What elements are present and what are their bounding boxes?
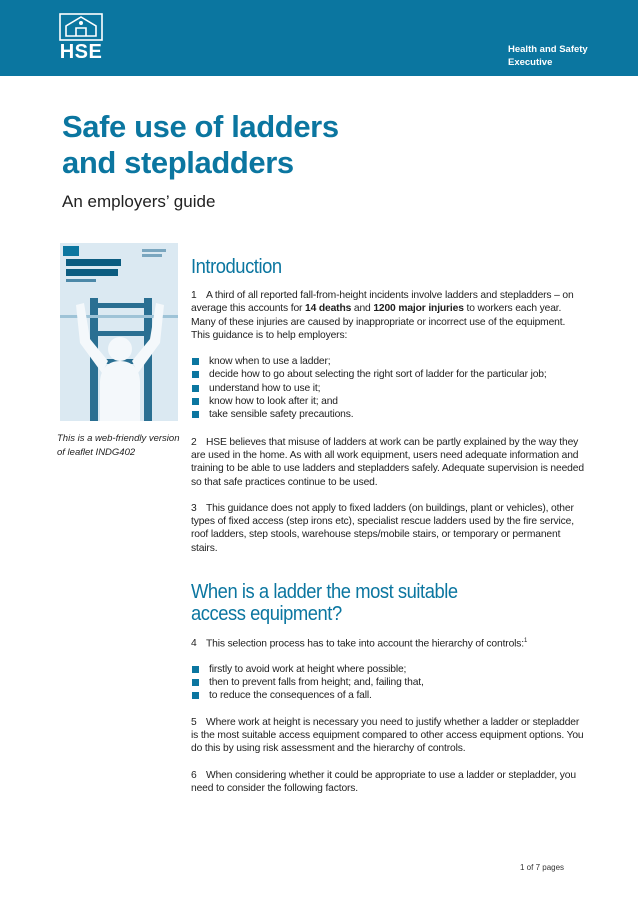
title-line-2: and stepladders bbox=[62, 145, 294, 180]
introduction-heading-text: Introduction bbox=[191, 256, 282, 278]
list-item-text: decide how to go about selecting the right sort of ladder for the particular job; bbox=[209, 369, 547, 381]
list-item-text: then to prevent falls from height; and, failing that, bbox=[209, 677, 424, 689]
paragraph-1-and: and bbox=[351, 303, 374, 315]
logo-text: HSE bbox=[59, 41, 103, 63]
document-title bbox=[62, 109, 339, 181]
paragraph-4 bbox=[191, 635, 586, 651]
paragraph-2-text: HSE believes that misuse of ladders at work can be partly explained by the way they are used in the home. As with all work equipment, users need adequate information and training to be able to use ladders and stepladders safely. Adequate supervision is needed so that safe practices continue to be used. bbox=[191, 436, 584, 488]
bullet-square-icon bbox=[192, 358, 199, 365]
bullet-square-icon bbox=[192, 666, 199, 673]
list-item bbox=[191, 663, 586, 676]
list-item-text: know how to look after it; and bbox=[209, 396, 338, 408]
organisation-name bbox=[508, 43, 588, 69]
paragraph-number: 1 bbox=[191, 290, 197, 301]
bullet-square-icon bbox=[192, 692, 199, 699]
suitability-heading bbox=[191, 581, 554, 625]
leaflet-cover-image bbox=[60, 243, 178, 421]
deaths-figure: 14 deaths bbox=[305, 303, 352, 315]
cover-illustration bbox=[60, 243, 178, 421]
list-item bbox=[191, 368, 586, 381]
paragraph-5-text: Where work at height is necessary you need to justify whether a ladder or stepladder is the most suitable access equipment compared to other access equipment options. You do this by using risk assessment and the hierarchy of controls. bbox=[191, 716, 584, 755]
paragraph-6-text: When considering whether it could be appropriate to use a ladder or stepladder, you need to consider the following factors. bbox=[191, 769, 576, 794]
paragraph-2 bbox=[191, 436, 586, 489]
hierarchy-list bbox=[191, 663, 586, 703]
page-count: 1 of 7 pages bbox=[520, 863, 565, 872]
bullet-square-icon bbox=[192, 371, 199, 378]
list-item bbox=[191, 355, 586, 368]
list-item bbox=[191, 408, 586, 421]
bullet-square-icon bbox=[192, 385, 199, 392]
title-line-1: Safe use of ladders bbox=[62, 109, 339, 144]
suitability-heading-line-2: access equipment? bbox=[191, 603, 342, 626]
footnote-marker: 1 bbox=[524, 638, 528, 645]
list-item bbox=[191, 395, 586, 408]
paragraph-4-text: This selection process has to take into account the hierarchy of controls: bbox=[206, 638, 524, 650]
bullet-square-icon bbox=[192, 398, 199, 405]
list-item-text: to reduce the consequences of a fall. bbox=[209, 690, 372, 702]
list-item-text: know when to use a ladder; bbox=[209, 356, 331, 368]
injuries-figure: 1200 major injuries bbox=[373, 303, 464, 315]
list-item bbox=[191, 676, 586, 689]
org-line-2: Executive bbox=[508, 57, 553, 68]
paragraph-number: 5 bbox=[191, 716, 197, 728]
bullet-square-icon bbox=[192, 411, 199, 418]
paragraph-3-text: This guidance does not apply to fixed ladders (on buildings, plant or vehicles), other types of fixed access (step irons etc), specialist rescue ladders used by the fire service, roof ladders, step stools, warehouse steps/mobile stairs, or temporary or permanent stairs. bbox=[191, 502, 574, 554]
paragraph-3 bbox=[191, 502, 586, 555]
list-item-text: take sensible safety precautions. bbox=[209, 409, 354, 421]
hse-crest-icon bbox=[56, 12, 106, 42]
paragraph-6 bbox=[191, 769, 586, 796]
header-banner bbox=[0, 0, 638, 76]
org-line-1: Health and Safety bbox=[508, 44, 588, 55]
paragraph-number: 6 bbox=[191, 769, 197, 781]
introduction-heading bbox=[191, 256, 554, 278]
paragraph-number: 4 bbox=[191, 638, 197, 650]
paragraph-1-text-a: A third of all reported fall-from-height incidents involve ladders and stepladders – on average this accounts for bbox=[191, 290, 574, 315]
paragraph-5 bbox=[191, 716, 586, 756]
paragraph-1-text-c: to workers each year. Many of these injuries are caused by inappropriate or incorrect use of the equipment. This guidance is to help employers: bbox=[191, 303, 566, 341]
cover-caption: This is a web-friendly version of leaflet INDG402 bbox=[57, 433, 180, 458]
list-item bbox=[191, 689, 586, 702]
employer-aims-list bbox=[191, 355, 586, 421]
list-item bbox=[191, 382, 586, 395]
list-item-text: understand how to use it; bbox=[209, 382, 321, 394]
bullet-square-icon bbox=[192, 679, 199, 686]
list-item-text: firstly to avoid work at height where possible; bbox=[209, 663, 407, 675]
paragraph-number: 3 bbox=[191, 502, 197, 514]
paragraph-1 bbox=[191, 289, 586, 342]
paragraph-number: 2 bbox=[191, 436, 197, 448]
main-content bbox=[191, 256, 586, 795]
suitability-heading-line-1: When is a ladder the most suitable bbox=[191, 581, 458, 604]
hse-logo bbox=[56, 12, 106, 62]
document-subtitle: An employers’ guide bbox=[62, 192, 216, 211]
